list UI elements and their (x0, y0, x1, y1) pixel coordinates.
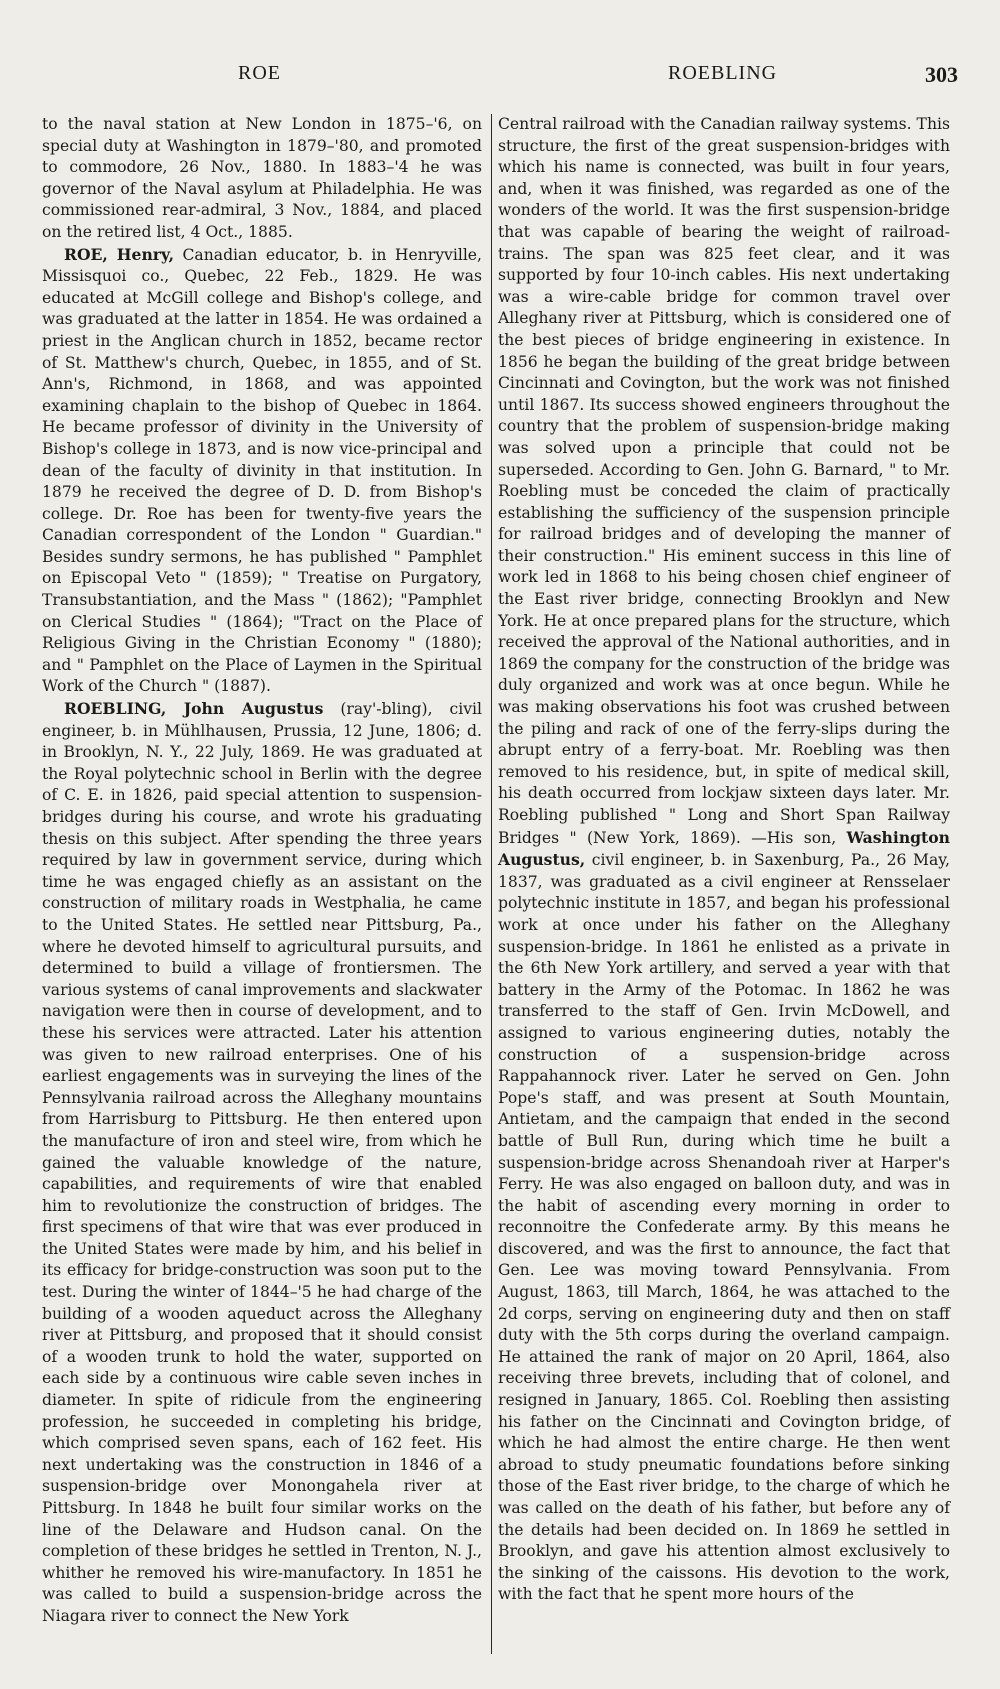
entry-headword: ROEBLING, John Augustus (64, 699, 324, 719)
running-head-left: ROE (238, 62, 281, 84)
entry-continuation (42, 114, 482, 244)
right-column (498, 114, 950, 1606)
running-head (40, 62, 960, 92)
left-column (42, 114, 482, 1628)
entry-roebling-john-augustus (42, 698, 482, 1628)
entry-headword: ROE, Henry, (64, 244, 175, 264)
entry-text: (ray'-bling), civil engineer, b. in Mühlhausen, Prussia, 12 June, 1806; d. in Brooklyn, N. Y., 22 July, 1869. He was graduated at the Royal polytechnic school in Berlin with the degree of C. E. in 1826, paid special attention to suspension-bridges during his course, and wrote his graduating thesis on this subject. After spending the three years required by law in government service, during which time he was engaged chiefly as an assistant on the construction of military roads in Westphalia, he came to the United States. He settled near Pittsburg, Pa., where he devoted himself to agricultural pursuits, and determined to build a village of frontiersmen. The various systems of canal improvements and slackwater navigation were then in course of development, and to these his services were attracted. Later his attention was given to new railroad enterprises. One of his earliest engagements was in surveying the lines of the Pennsylvania railroad across the Alleghany mountains from Harrisburg to Pittsburg. He then entered upon the manufacture of iron and steel wire, from which he gained the valuable knowledge of the nature, capabilities, and requirements of wire that enabled him to revolutionize the construction of bridges. The first specimens of that wire that was ever produced in the United States were made by him, and his belief in its efficacy for bridge-construction was soon put to the test. During the winter of 1844–'5 he had charge of the building of a wooden aqueduct across the Alleghany river at Pittsburg, and proposed that it should consist of a wooden trunk to hold the water, supported on each side by a continuous wire cable seven inches in diameter. In spite of ridicule from the engineering profession, he succeeded in completing his bridge, which comprised seven spans, each of 162 feet. His next undertaking was the construction in 1846 of a suspension-bridge over Monongahela river at Pittsburg. In 1848 he built four similar works on the line of the Delaware and Hudson canal. On the completion of these bridges he settled in Trenton, N. J., whither he removed his wire-manufactory. In 1851 he was called to build a suspension-bridge across the Niagara river to connect the New York (42, 700, 482, 1625)
column-divider (491, 114, 492, 1654)
entry-text: Canadian educator, b. in Henryville, Missisquoi co., Quebec, 22 Feb., 1829. He was educated at McGill college and Bishop's college, and was graduated at the latter in 1854. He was ordained a priest in the Anglican church in 1852, became rector of St. Matthew's church, Quebec, in 1855, and of St. Ann's, Richmond, in 1868, and was appointed examining chaplain to the bishop of Quebec in 1864. He became professor of divinity in the University of Bishop's college in 1873, and is now vice-principal and dean of the faculty of divinity in that institution. In 1879 he received the degree of D. D. from Bishop's college. Dr. Roe has been for twenty-five years the Canadian correspondent of the London " Guardian." Besides sundry sermons, he has published " Pamphlet on Episcopal Veto " (1859); " Treatise on Purgatory, Transubstantiation, and the Mass " (1862); "Pamphlet on Clerical Studies " (1864); "Tract on the Place of Religious Giving in the Christian Economy " (1880); and " Pamphlet on the Place of Laymen in the Spiritual Work of the Church " (1887). (42, 245, 482, 696)
sub-entry-headword: Washington Augustus, (498, 827, 950, 870)
running-head-center: ROEBLING (668, 62, 778, 84)
entry-text: to the naval station at New London in 1875–'6, on special duty at Washington in 1879–'80, and promoted to commodore, 26 Nov., 1880. In 1883–'4 he was governor of the Naval asylum at Philadelphia. He was commissioned rear-admiral, 3 Nov., 1884, and placed on the retired list, 4 Oct., 1885. (42, 115, 482, 241)
page-number: 303 (925, 62, 958, 87)
entry-roe-henry (42, 244, 482, 698)
sub-entry-text: civil engineer, b. in Saxenburg, Pa., 26 May, 1837, was graduated as a civil engineer at Rensselaer polytechnic institute in 1857, and began his professional work at once under his father on the Alleghany suspension-bridge. In 1861 he enlisted as a private in the 6th New York artillery, and served a year with that battery in the Army of the Potomac. In 1862 he was transferred to the staff of Gen. Irvin McDowell, and assigned to various engineering duties, notably the construction of a suspension-bridge across Rappahannock river. Later he served on Gen. John Pope's staff, and was present at South Mountain, Antietam, and the campaign that ended in the second battle of Bull Run, during which time he built a suspension-bridge across Shenandoah river at Harper's Ferry. He was also engaged on balloon duty, and was in the habit of ascending every morning in order to reconnoitre the Confederate army. By this means he discovered, and was the first to announce, the fact that Gen. Lee was moving toward Pennsylvania. From August, 1863, till March, 1864, he was attached to the 2d corps, serving on engineering duty and then on staff duty with the 5th corps during the overland campaign. He attained the rank of major on 20 April, 1864, also receiving three brevets, including that of colonel, and resigned in January, 1865. Col. Roebling then assisting his father on the Cincinnati and Covington bridge, of which he had almost the entire charge. He then went abroad to study pneumatic foundations before sinking those of the East river bridge, to the charge of which he was called on the death of his father, but before any of the details had been decided on. In 1869 he settled in Brooklyn, and gave his attention almost exclusively to the sinking of the caissons. His devotion to the work, with the fact that he spent more hours of the (498, 851, 950, 1604)
entry-continuation (498, 114, 950, 1606)
sub-entry-prefix: —His son, (751, 828, 847, 847)
entry-text: Central railroad with the Canadian railway systems. This structure, the first of the great suspension-bridges with which his name is connected, was built in four years, and, when it was finished, was regarded as one of the wonders of the world. It was the first suspension-bridge that was capable of bearing the weight of railroad-trains. The span was 825 feet clear, and it was supported by four 10-inch cables. His next undertaking was a wire-cable bridge for common travel over Alleghany river at Pittsburg, which is considered one of the best pieces of bridge engineering in existence. In 1856 he began the building of the great bridge between Cincinnati and Covington, but the work was not finished until 1867. Its success showed engineers throughout the country that the problem of suspension-bridge making was solved upon a principle that could not be superseded. According to Gen. John G. Barnard, " to Mr. Roebling must be conceded the claim of practically establishing the sufficiency of the suspension principle for railroad bridges and of developing the manner of their construction." His eminent success in this line of work led in 1868 to his being chosen chief engineer of the East river bridge, connecting Brooklyn and New York. He at once prepared plans for the structure, which received the approval of the National authorities, and in 1869 the company for the construction of the bridge was duly organized and work was at once begun. While he was making observations his foot was crushed between the piling and rack of one of the ferry-slips during the abrupt entry of a ferry-boat. Mr. Roebling was then removed to his residence, but, in spite of medical skill, his death occurred from lockjaw sixteen days later. Mr. Roebling published " Long and Short Span Railway Bridges " (New York, 1869). (498, 115, 950, 847)
